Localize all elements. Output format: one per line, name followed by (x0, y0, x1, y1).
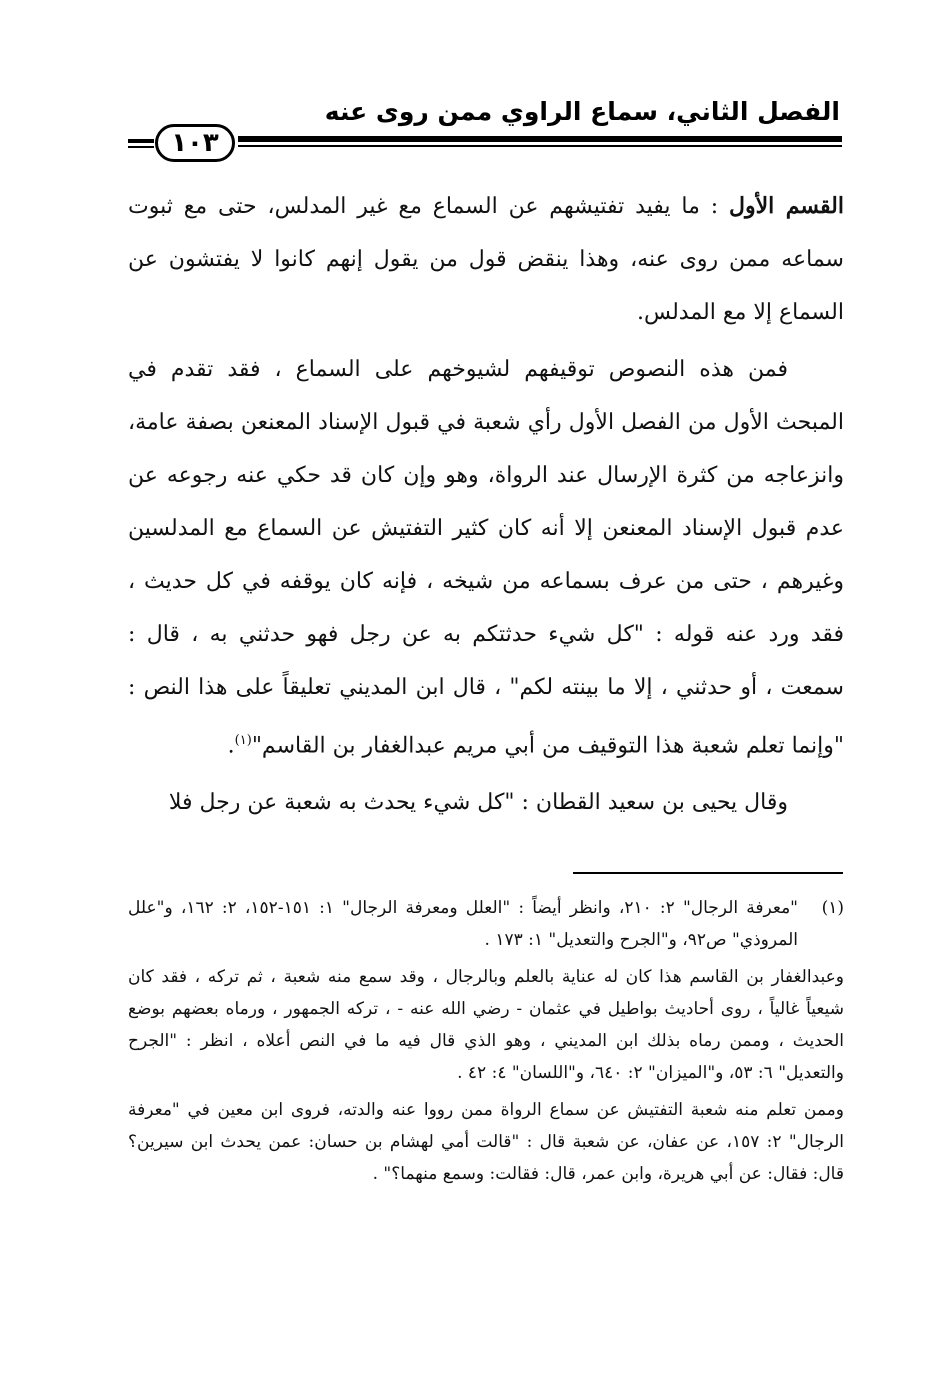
header-rule-thin (238, 145, 842, 147)
footnotes (128, 892, 844, 1195)
paragraph-2-text: فمن هذه النصوص توقيفهم لشيوخهم على السماع ، فقد تقدم في المبحث الأول من الفصل الأول رأي شعبة في قبول الإسناد المعنعن بصفة عامة، وانزعاجه من كثرة الإرسال عند الرواة، وهو وإن كان قد حكي عنه رجوعه عن عدم قبول الإسناد المعنعن إلا أنه كان كثير التفتيش عن السماع مع المدلسين وغيرهم ، حتى من عرف بسماعه من شيخه ، فإنه كان يوقفه في كل حديث ، فقد ورد عنه قوله : "كل شيء حدثتكم به عن رجل فهو حدثني به ، قال : سمعت ، أو حدثني ، إلا ما بينته لكم" ، قال ابن المديني تعليقاً على هذا النص : "وإنما تعلم شعبة هذا التوقيف من أبي مريم عبدالغفار بن القاسم" (128, 357, 844, 759)
paragraph-3 (128, 776, 844, 829)
paragraph-2 (128, 343, 844, 772)
footnote-reference: (١) (234, 733, 252, 748)
running-title: الفصل الثاني، سماع الراوي ممن روى عنه (324, 97, 840, 126)
footnote-marker: (١) (821, 898, 844, 918)
footnote-1-paragraph-3: وممن تعلم منه شعبة التفتيش عن سماع الرواة ممن رووا عنه والدته، فروى ابن معين في "معرفة الرجال" ٢: ١٥٧، عن عفان، عن شعبة قال : "قالت أمي لهشام بن حسان: عمن يحدث ابن سيرين؟ قال: فقال: عن أبي هريرة، وابن عمر، قال: فقالت: وسمع منهما؟" . (128, 1100, 844, 1184)
paragraph-2-end: . (227, 733, 235, 759)
footnote-1-paragraph-2: وعبدالغفار بن القاسم هذا كان له عناية بالعلم وبالرجال ، وقد سمع منه شعبة ، ثم تركه ، فقد كان شيعياً غالياً ، روى أحاديث بواطيل في عثمان - رضي الله عنه - ، تركه الجمهور ، ورماه بعضهم بوضع الحديث ، وممن رماه بذلك ابن المديني ، وهو الذي قال فيه ما في النص أعلاه ، انظر : "الجرح والتعديل" ٦: ٥٣، و"الميزان" ٢: ٦٤٠، و"اللسان" ٤: ٤٢ . (128, 967, 844, 1083)
footnote-separator (573, 872, 843, 874)
footnote-1 (128, 892, 844, 956)
paragraph-1 (128, 180, 844, 339)
paragraph-3-text: وقال يحيى بن سعيد القطان : "كل شيء يحدث به شعبة عن رجل فلا (168, 790, 788, 816)
header-rule-left (128, 139, 154, 143)
page-number: ١٠٣ (155, 124, 235, 162)
section-lead: القسم الأول (729, 193, 844, 219)
paragraph-1-text: : ما يفيد تفتيشهم عن السماع مع غير المدلس، حتى مع ثبوت سماعه ممن روى عنه، وهذا ينقض قول من يقول إنهم كانوا لا يفتشون عن السماع إلا مع المدلس. (128, 194, 844, 325)
main-text (128, 180, 844, 833)
header-rule (238, 136, 842, 142)
footnote-1-text: "معرفة الرجال" ٢: ٢١٠، وانظر أيضاً : "العلل ومعرفة الرجال" ١: ١٥١-١٥٢، ٢: ١٦٢، و"علل المروذي" ص٩٢، و"الجرح والتعديل" ١: ١٧٣ . (128, 898, 798, 950)
header-rule-left-thin (128, 146, 154, 148)
